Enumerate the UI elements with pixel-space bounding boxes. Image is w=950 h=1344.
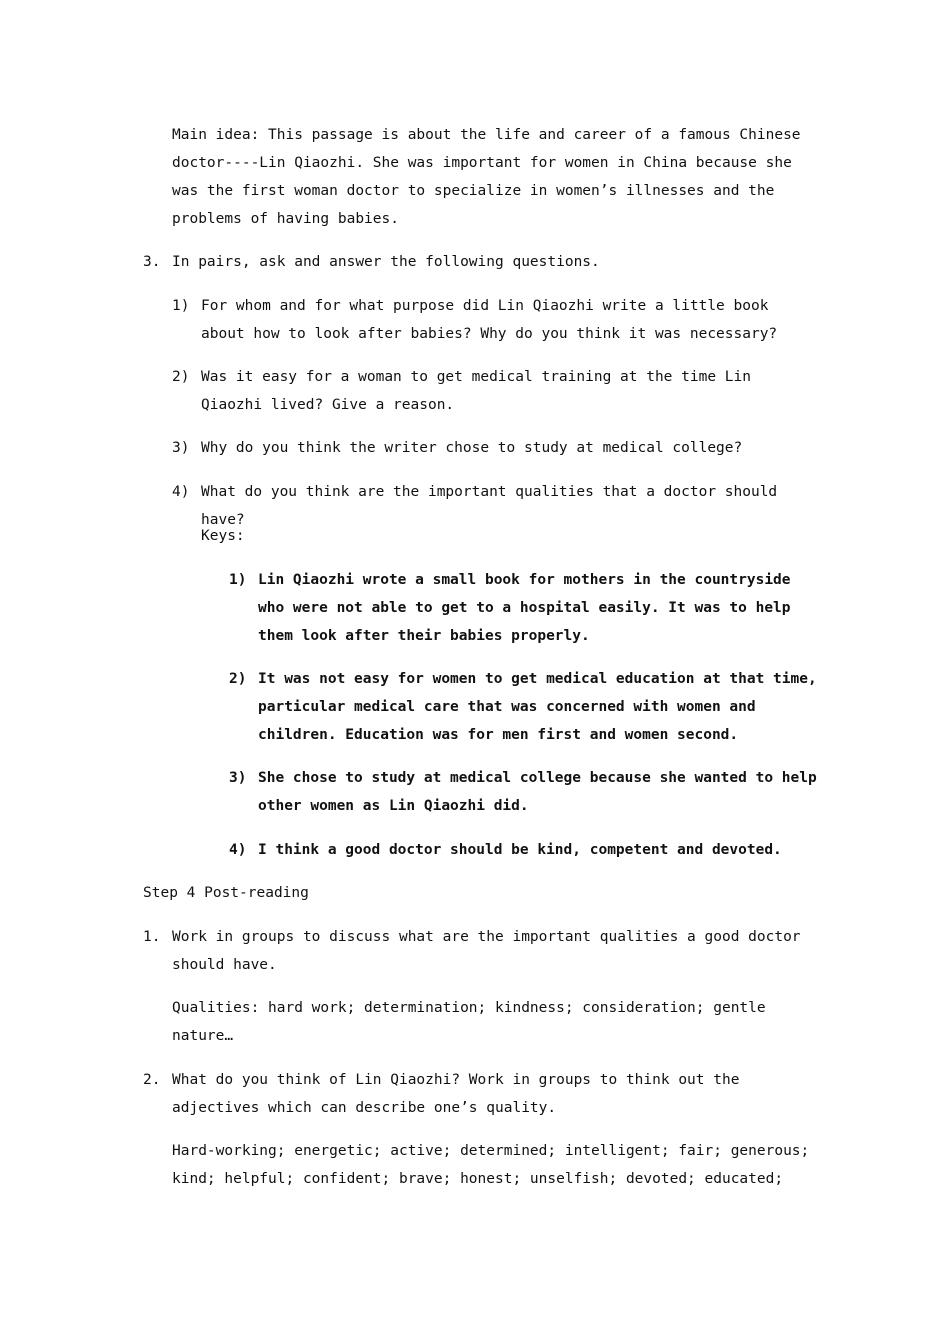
post-task-number: 1. [143,929,161,945]
post-task-text: What do you think of Lin Qiaozhi? Work in groups to think out the adjectives which can describe one’s quality. [172,1072,740,1116]
key-text: She chose to study at medical college because she wanted to help other women as Lin Qiaozhi did. [258,770,817,814]
key-number: 3) [229,770,247,786]
key-text: It was not easy for women to get medical education at that time, particular medical care that was concerned with women and children. Education was for men first and women second. [258,671,817,743]
question-number: 4) [172,484,190,500]
key-number: 2) [229,671,247,687]
question-text: Was it easy for a woman to get medical training at the time Lin Qiaozhi lived? Give a reason. [201,369,751,413]
key-2 [229,665,819,749]
question-3 [172,434,812,462]
post-task-2 [143,1066,803,1122]
key-number: 4) [229,842,247,858]
task-3 [143,248,823,276]
question-number: 1) [172,298,190,314]
key-number: 1) [229,572,247,588]
question-text: For whom and for what purpose did Lin Qiaozhi write a little book about how to look after babies? Why do you think it was necessary? [201,298,778,342]
post-task-1 [143,923,803,979]
keys-label: Keys: [201,528,245,544]
task-3-number: 3. [143,254,161,270]
key-text: Lin Qiaozhi wrote a small book for mothers in the countryside who were not able to get to a hospital easily. It was to help them look after their babies properly. [258,572,791,644]
question-text: Why do you think the writer chose to study at medical college? [201,440,743,456]
post-task-2-answer: Hard-working; energetic; active; determined; intelligent; fair; generous; kind; helpful; confident; brave; honest; unselfish; devoted; educated; [172,1143,810,1187]
task-3-text: In pairs, ask and answer the following questions. [172,254,600,270]
question-text: What do you think are the important qualities that a doctor should have? [201,484,778,528]
key-text: I think a good doctor should be kind, competent and devoted. [258,842,782,858]
post-task-text: Work in groups to discuss what are the important qualities a good doctor should have. [172,929,801,973]
post-task-1-answer: Qualities: hard work; determination; kindness; consideration; gentle nature… [172,1000,766,1044]
question-1 [172,292,812,348]
main-idea-paragraph: Main idea: This passage is about the life and career of a famous Chinese doctor----Lin Qiaozhi. She was important for women in China because she was the first woman doctor to specialize in women’s illnesses and the problems of having babies. [172,127,801,227]
question-number: 2) [172,369,190,385]
step-4-heading: Step 4 Post-reading [143,885,309,901]
question-number: 3) [172,440,190,456]
question-2 [172,363,812,419]
key-1 [229,566,819,650]
post-task-number: 2. [143,1072,161,1088]
key-4 [229,836,819,864]
key-3 [229,764,819,820]
